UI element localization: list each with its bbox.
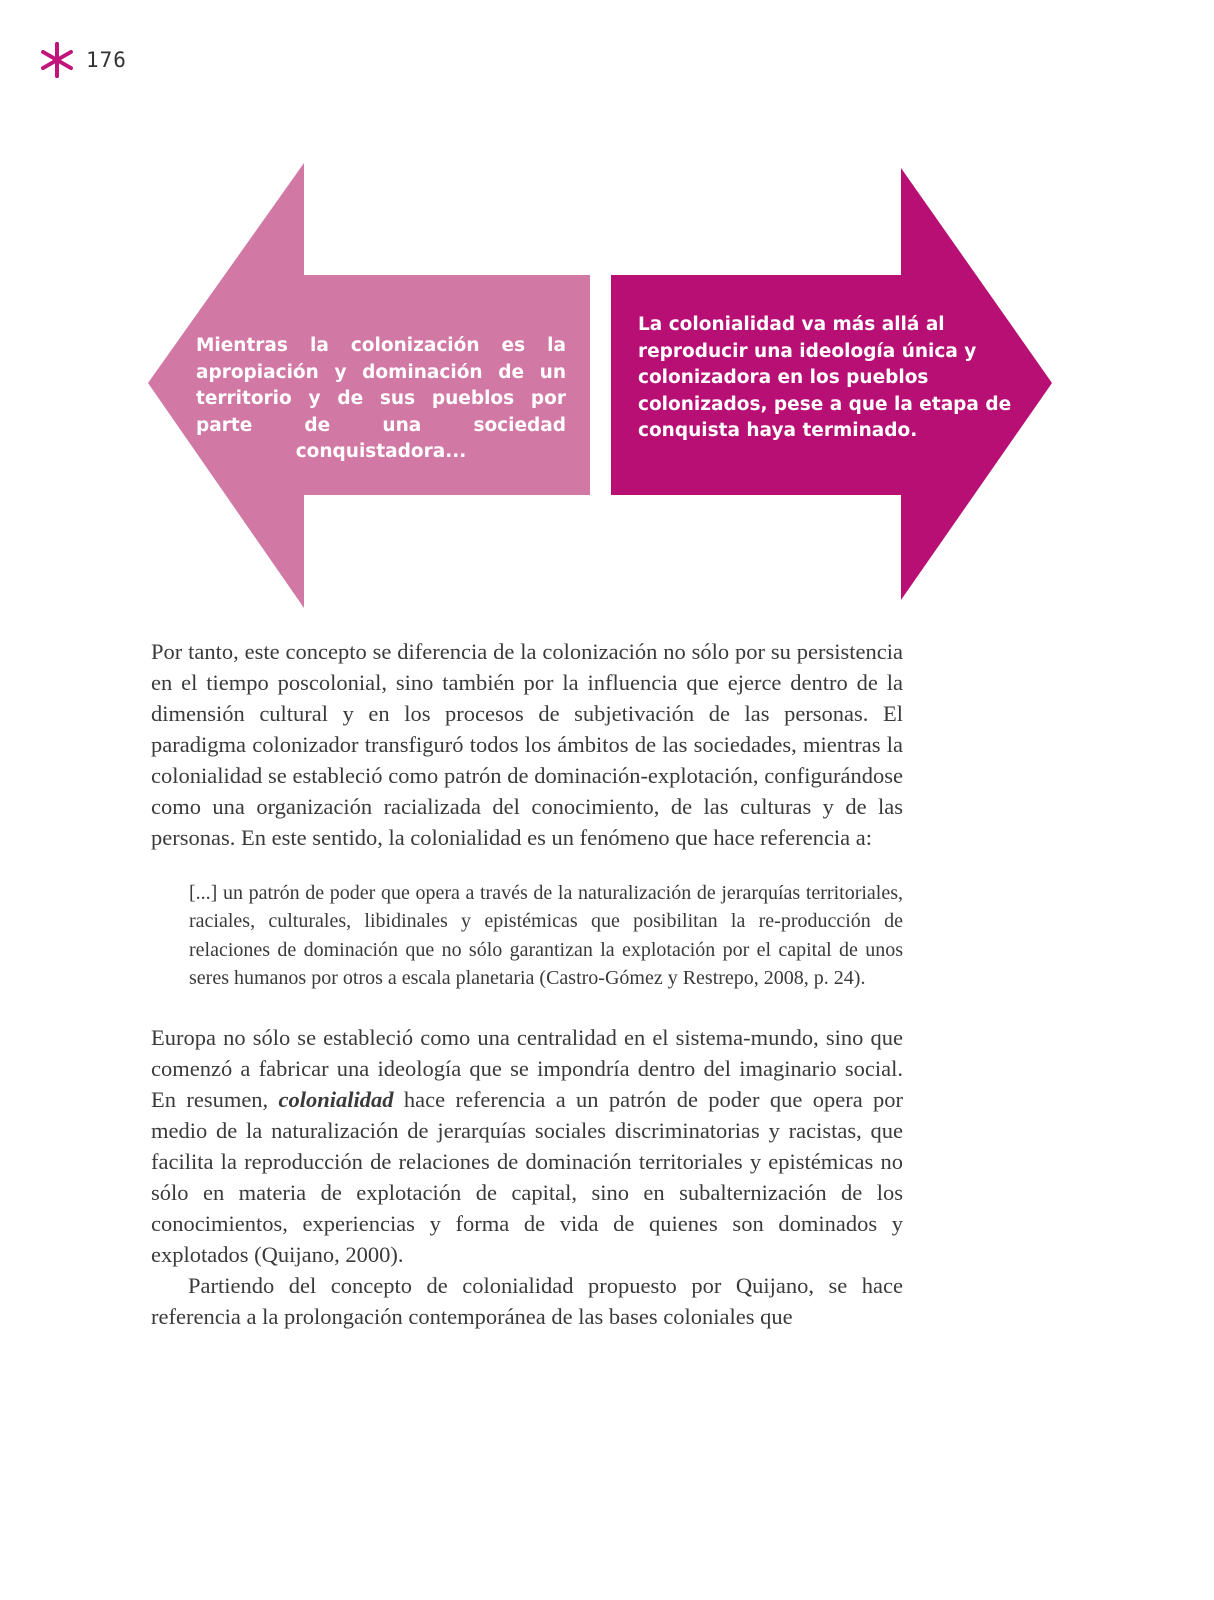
page-number: 176 xyxy=(86,48,127,72)
paragraph-text: hace referencia a un patrón de poder que opera por medio de la naturalización de jerarquías sociales discriminatorias y racistas, que facilita la reproducción de relaciones de dominación territoriales y epistémicas no sólo en materia de explotación de capital, sino en subalternización de los conocimientos, experiencias y forma de vida de quienes son dominados y explotados (Quijano, 2000). xyxy=(151,1087,904,1268)
paragraph-text: Europa no sólo se estableció como una centralidad en el sistema-mundo, sino que comenzó a fabricar una ideología que se impondría dentro del imaginario social. En resumen, xyxy=(151,1025,903,1113)
paragraph: Partiendo del concepto de colonialidad propuesto por Quijano, se hace referencia a la prolongación contemporánea de las bases coloniales que xyxy=(151,1273,903,1330)
paragraph: Por tanto, este concepto se diferencia de la colonización no sólo por su persistencia en el tiempo poscolonial, sino también por la influencia que ejerce dentro de la dimensión cultural y en los procesos de subjetivación de las personas. El paradigma colonizador transfiguró todos los ámbitos de las sociedades, mientras la colonialidad se estableció como patrón de dominación-explotación, configurándose como una organización racializada del conocimiento, de las culturas y de las personas. En este sentido, la colonialidad es un fenómeno que hace referencia a: xyxy=(151,639,903,850)
contrast-diagram xyxy=(0,0,1214,640)
emphasized-term: colonialidad xyxy=(278,1087,394,1113)
paragraph xyxy=(151,1022,903,1270)
block-quote: [...] un patrón de poder que opera a través de la naturalización de jerarquías territoriales, raciales, culturales, libidinales y epistémicas que posibilitan la re-producción de relaciones de dominación que no sólo garantizan la explotación por el capital de unos seres humanos por otros a escala planetaria (Castro-Gómez y Restrepo, 2008, p. 24). xyxy=(189,882,903,989)
left-arrow-text: Mientras la colonización es la apropiación y dominación de un territorio y de sus pueblos por parte de una sociedad conquistadora... xyxy=(196,335,566,462)
main-text xyxy=(151,636,903,1332)
arrows-graphic xyxy=(0,0,1214,640)
right-arrow-text: La colonialidad va más allá al reproducir una ideología única y colonizadora en los pueblos colonizados, pese a que la etapa de conquista haya terminado. xyxy=(638,314,1012,441)
